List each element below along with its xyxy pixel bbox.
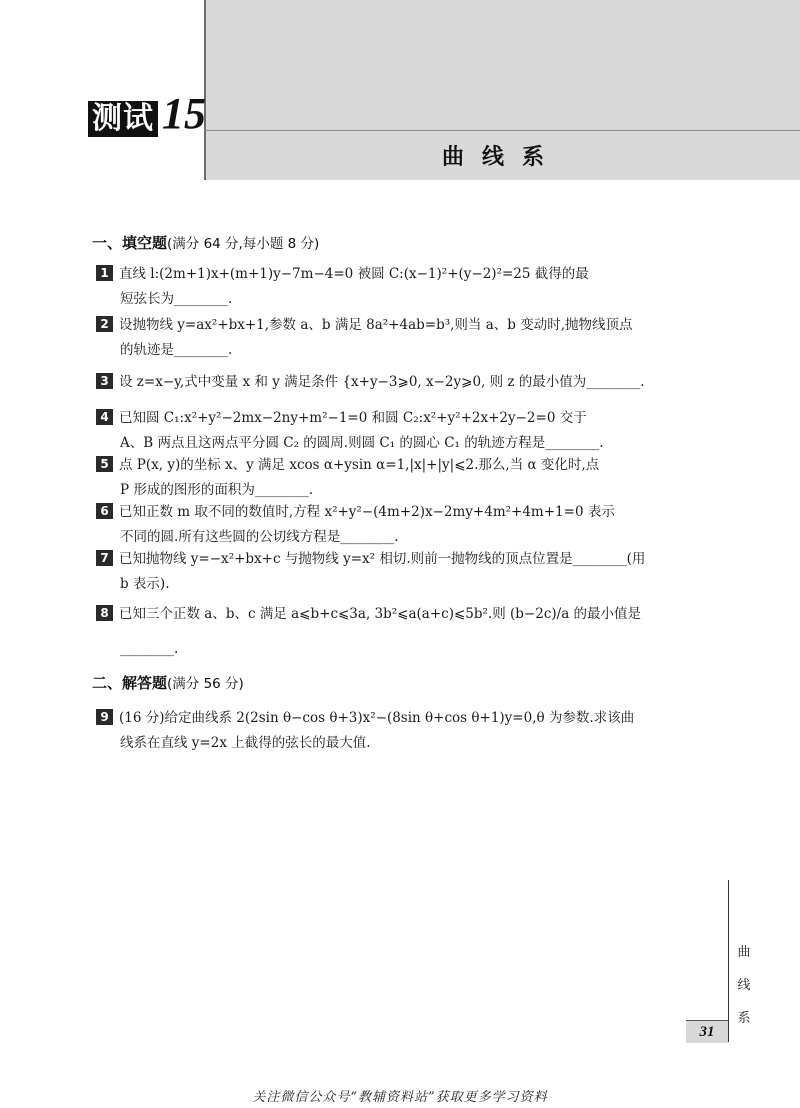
problem-number: 9 [96, 709, 113, 725]
problem-9 [96, 706, 716, 756]
section-answer-heading [92, 672, 244, 693]
problem-number: 2 [96, 316, 113, 332]
side-label-char: 系 [737, 1011, 751, 1026]
chapter-title: 曲线系 [441, 145, 562, 170]
section-fill-note: (满分 64 分,每小题 8 分) [167, 236, 320, 252]
problem-5 [96, 453, 716, 503]
problem-text: 设抛物线 y=ax²+bx+1,参数 a、b 满足 8a²+4ab=b³,则当 a、b 变动时,抛物线顶点 [119, 317, 633, 333]
problem-text-continued: ________. [120, 641, 179, 657]
side-label-char: 线 [737, 978, 751, 993]
problem-number: 3 [96, 373, 113, 389]
side-divider [728, 880, 729, 1042]
problem-text: (16 分)给定曲线系 2(2sin θ−cos θ+3)x²−(8sin θ+cos θ+1)y=0,θ 为参数.求该曲 [119, 710, 635, 726]
problem-2 [96, 313, 716, 363]
problem-text: 点 P(x, y)的坐标 x、y 满足 xcos α+ysin α=1,|x|+|y|⩽2.那么,当 α 变化时,点 [119, 457, 600, 473]
problem-number: 7 [96, 550, 113, 566]
problem-7 [96, 547, 716, 597]
header-divider [204, 130, 800, 131]
test-label [88, 89, 206, 138]
test-word: 测试 [88, 101, 158, 137]
problem-text-continued: P 形成的图形的面积为________. [120, 482, 314, 498]
side-chapter-label [734, 936, 754, 1035]
problem-4 [96, 406, 716, 456]
problem-text-continued: 短弦长为________. [120, 291, 233, 307]
problem-3 [96, 370, 716, 395]
section-answer-title: 二、解答题 [92, 674, 168, 692]
problem-text: 已知三个正数 a、b、c 满足 a⩽b+c⩽3a, 3b²⩽a(a+c)⩽5b².则 (b−2c)/a 的最小值是 [119, 606, 642, 622]
problem-text: 直线 l:(2m+1)x+(m+1)y−7m−4=0 被圆 C:(x−1)²+(y−2)²=25 截得的最 [119, 266, 589, 282]
section-fill-title: 一、填空题 [92, 234, 168, 252]
section-fill-heading [92, 232, 319, 253]
problem-text: 已知正数 m 取不同的数值时,方程 x²+y²−(4m+2)x−2my+4m²+4m+1=0 表示 [119, 504, 615, 520]
problem-text-continued: A、B 两点且这两点平分圆 C₂ 的圆周.则圆 C₁ 的圆心 C₁ 的轨迹方程是________. [120, 435, 604, 451]
problem-text-continued: 的轨迹是________. [120, 342, 233, 358]
footer-note: 关注微信公众号“教辅资料站”获取更多学习资料 [252, 1090, 548, 1105]
problem-text: 已知抛物线 y=−x²+bx+c 与抛物线 y=x² 相切.则前一抛物线的顶点位置是________(用 [119, 551, 646, 567]
problem-text-continued: 线系在直线 y=2x 上截得的弦长的最大值. [120, 735, 371, 751]
problem-number: 5 [96, 456, 113, 472]
problem-6 [96, 500, 716, 550]
problem-1 [96, 262, 716, 312]
problem-text-continued: b 表示). [120, 576, 170, 592]
section-answer-note: (满分 56 分) [167, 676, 244, 692]
page-number: 31 [686, 1020, 728, 1043]
problem-number: 6 [96, 503, 113, 519]
problem-number: 8 [96, 605, 113, 621]
problem-number: 4 [96, 409, 113, 425]
side-label-char: 曲 [737, 945, 751, 960]
problem-text-continued: 不同的圆.所有这些圆的公切线方程是________. [120, 529, 399, 545]
problem-number: 1 [96, 265, 113, 281]
problem-8 [96, 602, 716, 662]
problem-text: 设 z=x−y,式中变量 x 和 y 满足条件 {x+y−3⩾0, x−2y⩾0, 则 z 的最小值为________. [119, 374, 645, 390]
test-number: 15 [162, 89, 206, 138]
problem-text: 已知圆 C₁:x²+y²−2mx−2ny+m²−1=0 和圆 C₂:x²+y²+2x+2y−2=0 交于 [119, 410, 587, 426]
